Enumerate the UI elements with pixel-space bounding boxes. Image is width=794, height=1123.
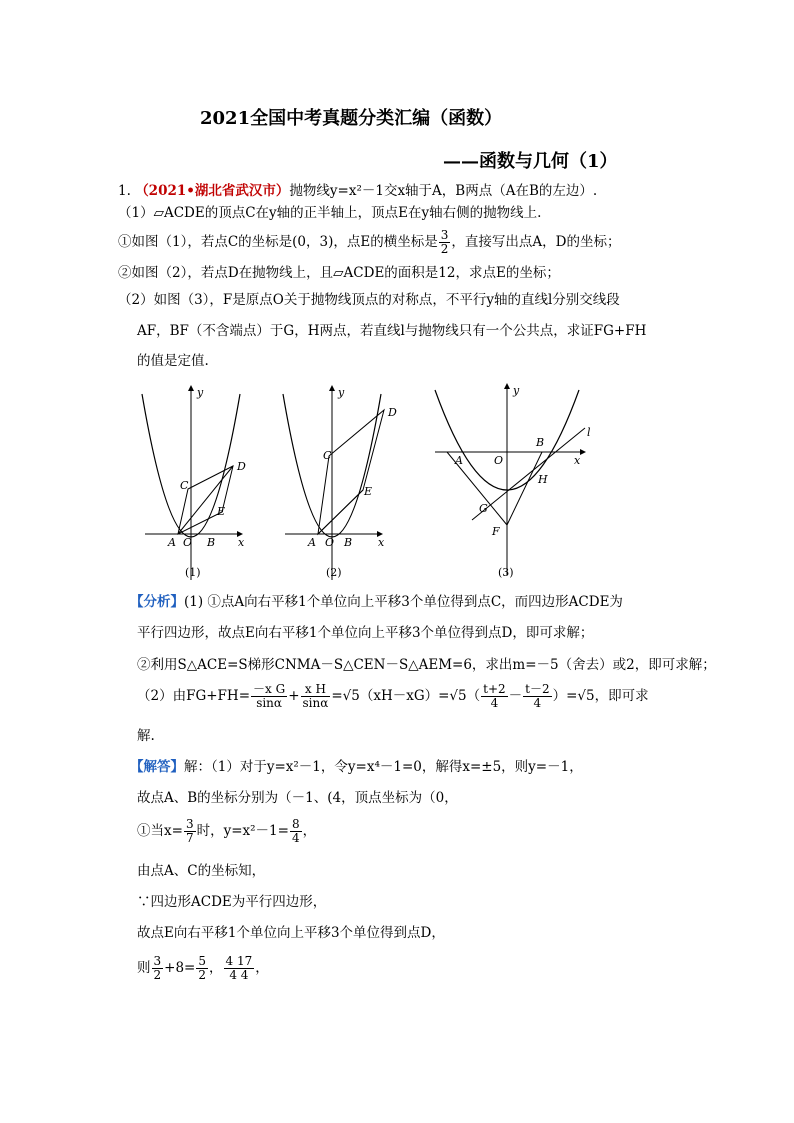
solution-line-3 — [137, 818, 316, 845]
frac-num: 3 — [153, 954, 162, 968]
solution-3-mid: 时，y=x²－1= — [196, 823, 289, 839]
fig3-label-O: O — [494, 454, 504, 467]
part-1a-tail: ，直接写出点A，D的坐标； — [451, 234, 621, 250]
fig3-label-G: G — [479, 502, 488, 515]
solution-frac-3 — [152, 955, 164, 982]
figure-2 — [283, 386, 397, 580]
fig2-diagonal — [318, 490, 363, 534]
analysis-frac-4 — [523, 683, 551, 710]
fig2-label-C: C — [323, 449, 332, 462]
frac-den: sinα — [302, 696, 329, 710]
frac-num: 3 — [185, 817, 194, 831]
fig2-label-B: B — [344, 536, 353, 549]
problem-part-1b: ②如图（2），若点D在抛物线上，且▱ACDE的面积是12，求点E的坐标； — [118, 265, 560, 281]
fig2-label-y: y — [338, 386, 345, 399]
fig3-caption: (3) — [498, 566, 514, 579]
fig2-label-O: O — [325, 536, 335, 549]
fig2-caption: (2) — [326, 566, 342, 579]
fig1-label-x: x — [238, 536, 245, 549]
fig1-label-C: C — [180, 479, 189, 492]
solution-frac-4 — [196, 955, 208, 982]
analysis-frac-3 — [481, 683, 508, 710]
frac-num: 8 — [291, 817, 300, 831]
fig1-label-y: y — [197, 386, 204, 399]
fig1-label-O: O — [183, 536, 193, 549]
solution-frac-2 — [290, 818, 302, 845]
fig3-label-F: F — [492, 525, 500, 538]
figure-3 — [435, 384, 591, 579]
fig3-label-B: B — [536, 436, 545, 449]
analysis-eq-2: ）=√5，即可求 — [552, 688, 649, 704]
problem-part-1: （1）▱ACDE的顶点C在y轴的正半轴上，顶点E在y轴右侧的抛物线上. — [118, 205, 542, 221]
frac-num: t－2 — [525, 682, 550, 696]
frac-den: sinα — [256, 696, 283, 710]
solution-line-4: 由点A、C的坐标知， — [137, 863, 266, 879]
solution-line-7 — [137, 955, 269, 982]
solution-text-1: 解：（1）对于y=x²－1，令y=x⁴－1=0，解得x=±5，则y=－1， — [184, 759, 583, 775]
solution-line-2: 故点A、B的坐标分别为（－1、(4，顶点坐标为（0， — [137, 790, 458, 806]
problem-stem: 抛物线y=x²－1交x轴于A，B两点（A在B的左边）. — [289, 183, 598, 199]
fig1-label-A: A — [168, 536, 176, 549]
problem-source: （2021•湖北省武汉市） — [135, 183, 290, 199]
figure-1 — [142, 386, 246, 580]
problem-part-1a — [118, 229, 620, 256]
frac-den: 7 — [185, 831, 194, 845]
frac-num: 5 — [198, 954, 206, 968]
fig1-label-B: B — [207, 536, 216, 549]
fig1-caption: (1) — [185, 566, 201, 579]
fig3-line-l — [472, 428, 585, 520]
page-subtitle: ——函数与几何（1） — [443, 151, 618, 172]
frac-den: 4 — [490, 696, 499, 710]
analysis-plus: + — [288, 688, 300, 704]
fraction-three-halves — [439, 229, 451, 256]
problem-part-2-line-3: 的值是定值. — [137, 353, 209, 369]
analysis-line-3: ②利用S△ACE=S梯形CNMA－S△CEN－S△AEM=6，求出m=－5（舍去）或2，即可求解； — [137, 657, 716, 673]
problem-number: 1. — [118, 183, 131, 199]
problem-part-2-line-1: （2）如图（3），F是原点O关于抛物线顶点的对称点，不平行y轴的直线l分别交线段 — [118, 292, 620, 308]
frac-den: 4 4 — [229, 968, 249, 982]
fig3-label-H: H — [538, 473, 548, 486]
analysis-text-1: (1) ①点A向右平移1个单位向上平移3个单位得到点C，而四边形ACDE为 — [184, 594, 623, 610]
fig2-label-E: E — [364, 485, 373, 498]
fig3-label-x: x — [574, 454, 581, 467]
fig3-label-y: y — [513, 384, 520, 397]
solution-frac-1 — [184, 818, 196, 845]
fig2-label-x: x — [378, 536, 385, 549]
analysis-tag: 【分析】 — [130, 594, 184, 610]
frac-den: 2 — [153, 968, 162, 982]
frac-num: 4 17 — [225, 954, 253, 968]
fig3-segment-BF — [507, 452, 542, 525]
solution-line-1 — [130, 757, 583, 777]
frac-den: 2 — [440, 242, 449, 256]
solution-frac-5 — [224, 955, 255, 982]
frac-den: 4 — [533, 696, 542, 710]
problem-part-2-line-2: AF，BF（不含端点）于G，H两点，若直线l与抛物线只有一个公共点，求证FG+FH — [137, 323, 647, 339]
analysis-frac-2 — [301, 683, 331, 710]
solution-7-pre: 则 — [137, 960, 151, 976]
fig2-label-A: A — [308, 536, 316, 549]
frac-num: t+2 — [483, 682, 506, 696]
frac-num: x H — [301, 683, 331, 697]
analysis-4-pre: （2）由FG+FH= — [137, 688, 251, 704]
solution-7-post: ， — [255, 960, 269, 976]
solution-3-post: ， — [302, 823, 317, 839]
frac-den: 2 — [198, 968, 206, 982]
problem-line-1 — [118, 181, 597, 201]
analysis-line-4 — [137, 683, 649, 710]
analysis-line-2: 平行四边形，故点E向右平移1个单位向上平移3个单位得到点D，即可求解； — [137, 625, 594, 641]
solution-3-pre: ①当x= — [137, 823, 183, 839]
solution-7-mid: +8= — [164, 960, 196, 976]
analysis-eq-1: =√5（xH－xG）=√5（ — [331, 688, 481, 704]
solution-7-comma: ， — [209, 960, 223, 976]
analysis-minus: － — [508, 688, 523, 704]
frac-den: 4 — [291, 831, 300, 845]
part-1a-text: ①如图（1），若点C的坐标是(0，3)，点E的横坐标是 — [118, 234, 438, 250]
solution-line-6: 故点E向右平移1个单位向上平移3个单位得到点D， — [137, 925, 445, 941]
fig3-label-A: A — [455, 454, 463, 467]
solution-tag: 【解答】 — [130, 759, 184, 775]
analysis-frac-1 — [251, 683, 287, 710]
fig1-label-D: D — [237, 460, 246, 473]
page-title: 2021全国中考真题分类汇编（函数） — [200, 108, 503, 129]
fig3-label-l: l — [587, 426, 591, 439]
fig1-label-E: E — [217, 505, 226, 518]
solution-line-5: ∵四边形ACDE为平行四边形， — [137, 894, 327, 910]
figures-panel — [130, 380, 600, 585]
frac-num: －x G — [253, 682, 286, 696]
analysis-line-1 — [130, 592, 623, 612]
fig2-label-D: D — [388, 406, 397, 419]
analysis-line-5: 解. — [137, 728, 155, 744]
frac-num: 3 — [440, 228, 449, 242]
